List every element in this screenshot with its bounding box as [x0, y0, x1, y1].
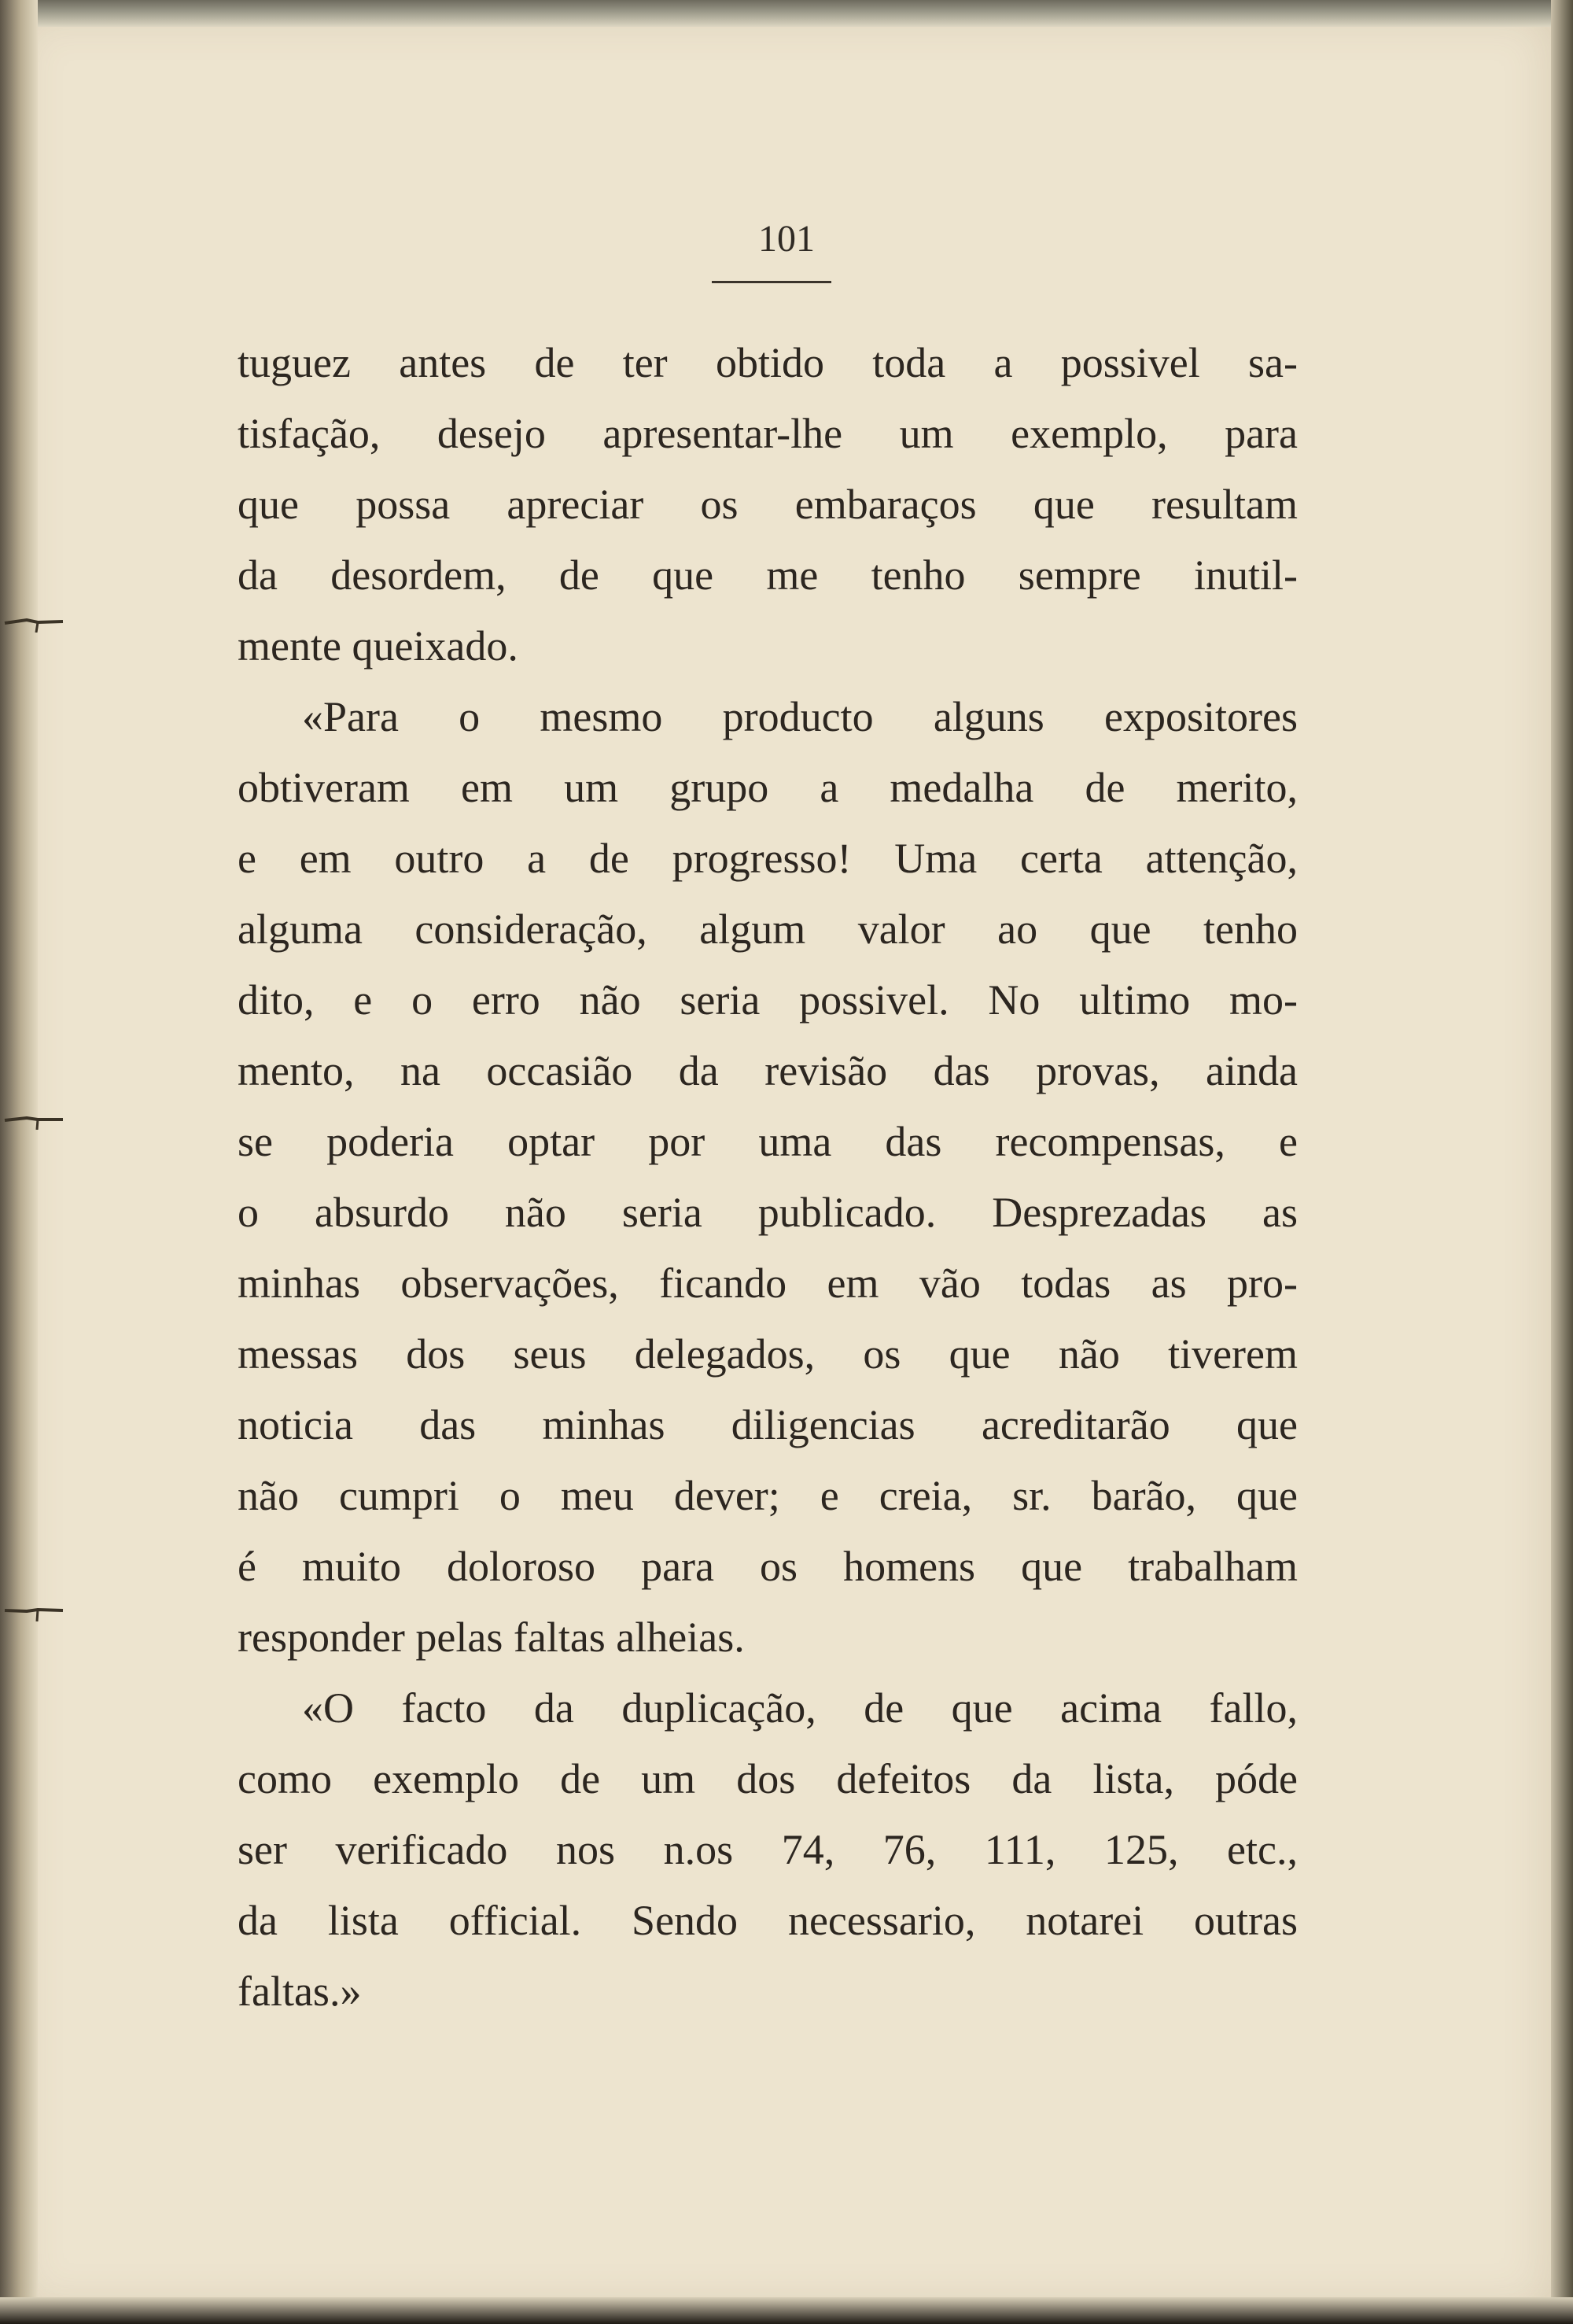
text-line: como exemplo de um dos defeitos da lista, póde	[238, 1755, 1298, 1802]
text-line: tuguez antes de ter obtido toda a possivel sa-	[238, 339, 1298, 386]
text-line: da desordem, de que me tenho sempre inutil-	[238, 551, 1298, 599]
text-line: «Para o mesmo producto alguns expositores	[302, 693, 1298, 740]
text-line: obtiveram em um grupo a medalha de merito,	[238, 764, 1298, 811]
text-line: e em outro a de progresso! Uma certa attenção,	[238, 835, 1298, 882]
text-line: não cumpri o meu dever; e creia, sr. barão, que	[238, 1472, 1298, 1519]
text-line: é muito doloroso para os homens que trabalham	[238, 1543, 1298, 1590]
page-right-edge	[1551, 0, 1573, 2324]
text-line: tisfação, desejo apresentar-lhe um exemplo, para	[238, 410, 1298, 457]
binding-thread-mark	[3, 1601, 64, 1621]
text-line: que possa apreciar os embaraços que resultam	[238, 481, 1298, 528]
text-line: ser verificado nos n.os 74, 76, 111, 125, etc.,	[238, 1826, 1298, 1873]
book-gutter	[0, 0, 38, 2324]
page-top-edge	[0, 0, 1553, 27]
body-text	[238, 327, 1298, 2027]
text-line: minhas observações, ficando em vão todas as pro-	[238, 1260, 1298, 1307]
text-line: se poderia optar por uma das recompensas, e	[238, 1118, 1298, 1165]
text-line: noticia das minhas diligencias acreditarão que	[238, 1401, 1298, 1448]
text-line: dito, e o erro não seria possivel. No ultimo mo-	[238, 976, 1298, 1024]
text-line: messas dos seus delegados, os que não tiverem	[238, 1330, 1298, 1378]
text-line: da lista official. Sendo necessario, notarei outras	[238, 1897, 1298, 1944]
text-line: faltas.»	[238, 1968, 362, 2015]
binding-thread-mark	[3, 612, 64, 633]
text-line: alguma consideração, algum valor ao que tenho	[238, 906, 1298, 953]
text-line: responder pelas faltas alheias.	[238, 1614, 745, 1661]
page-number: 101	[758, 218, 815, 260]
text-line: mente queixado.	[238, 622, 518, 670]
text-line: «O facto da duplicação, de que acima fallo,	[302, 1684, 1298, 1732]
binding-thread-mark	[3, 1109, 64, 1130]
page-bottom-edge	[0, 2297, 1573, 2324]
text-line: o absurdo não seria publicado. Desprezadas as	[238, 1189, 1298, 1236]
text-line: mento, na occasião da revisão das provas, ainda	[238, 1047, 1298, 1094]
page-number-rule	[712, 281, 831, 283]
